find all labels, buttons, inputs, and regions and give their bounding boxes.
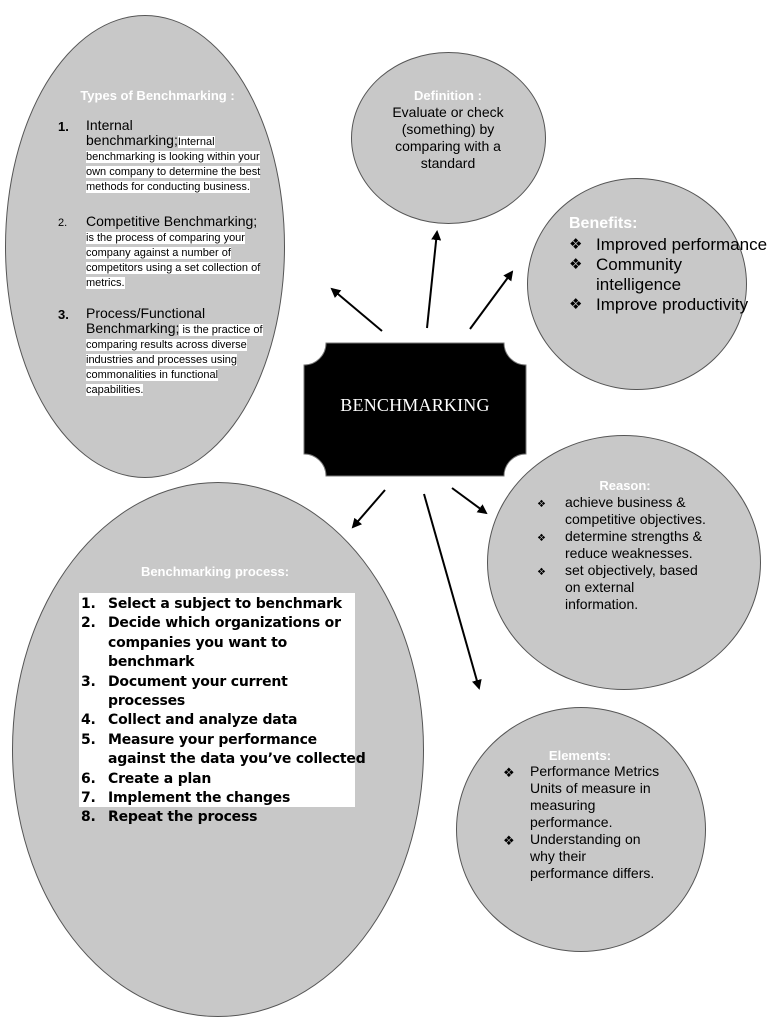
types-list bbox=[58, 118, 263, 415]
process-list bbox=[79, 595, 369, 828]
diamond-bullet-icon: ❖ bbox=[503, 765, 515, 780]
types-item-number: 1. bbox=[58, 119, 69, 134]
process-step-text: Collect and analyze data bbox=[108, 712, 298, 729]
center-label: BENCHMARKING bbox=[340, 395, 490, 415]
process-step bbox=[79, 595, 369, 614]
process-step-text: Decide which organizations or companies you want to benchmark bbox=[108, 615, 341, 671]
reason-list bbox=[537, 494, 707, 613]
process-step-number: 1. bbox=[81, 596, 96, 612]
reason-item-text: determine strengths & reduce weaknesses. bbox=[565, 528, 702, 561]
types-item-desc: Internal benchmarking is looking within your own company to determine the best methods for conducting business. bbox=[86, 136, 261, 193]
diamond-bullet-icon: ❖ bbox=[569, 296, 583, 313]
arrow-to-elements bbox=[424, 494, 479, 688]
process-step-number: 6. bbox=[81, 770, 96, 787]
process-step-text: Repeat the process bbox=[108, 809, 258, 826]
process-step-text: Select a subject to benchmark bbox=[108, 596, 342, 612]
benefits-item-text: Improve productivity bbox=[596, 295, 749, 314]
definition-title: Definition : bbox=[414, 88, 482, 103]
reason-item bbox=[537, 494, 707, 528]
process-step bbox=[79, 614, 369, 672]
process-step-number: 5. bbox=[81, 731, 96, 748]
process-step-number: 4. bbox=[81, 712, 96, 729]
diamond-bullet-icon: ❖ bbox=[503, 833, 515, 848]
types-item-number: 2. bbox=[58, 217, 68, 229]
arrow-to-benefits bbox=[470, 272, 512, 329]
process-step bbox=[79, 770, 369, 789]
benefits-item bbox=[569, 295, 768, 315]
elements-item bbox=[503, 763, 663, 831]
process-step bbox=[79, 711, 369, 730]
types-item-head: Competitive Benchmarking; bbox=[86, 213, 258, 229]
diamond-bullet-icon: ❖ bbox=[537, 567, 546, 578]
elements-item-text: Understanding on why their performance differs. bbox=[530, 831, 655, 881]
arrow-to-reason bbox=[452, 488, 486, 513]
elements-item bbox=[503, 831, 663, 882]
benefits-list bbox=[569, 235, 768, 315]
process-step bbox=[79, 673, 369, 712]
process-step bbox=[79, 808, 369, 827]
benefits-title: Benefits: bbox=[569, 215, 638, 232]
definition-text: Evaluate or check (something) by comparing with a standard bbox=[392, 104, 504, 171]
types-item bbox=[58, 214, 263, 290]
arrow-to-process bbox=[353, 490, 385, 527]
benefits-item-text: Improved performance bbox=[596, 235, 768, 254]
diamond-bullet-icon: ❖ bbox=[537, 499, 546, 510]
process-step bbox=[79, 731, 369, 770]
reason-item bbox=[537, 562, 707, 613]
types-title: Types of Benchmarking : bbox=[80, 88, 235, 103]
elements-list bbox=[503, 763, 663, 882]
process-title: Benchmarking process: bbox=[140, 564, 290, 579]
diamond-bullet-icon: ❖ bbox=[569, 256, 583, 273]
reason-item bbox=[537, 528, 707, 562]
types-item bbox=[58, 306, 263, 397]
process-step-text: Document your current processes bbox=[108, 673, 288, 710]
arrow-to-definition bbox=[427, 232, 437, 328]
types-item-number: 3. bbox=[58, 307, 69, 322]
arrow-to-types bbox=[332, 289, 382, 331]
reason-item-text: achieve business & competitive objectives. bbox=[565, 494, 706, 527]
benefits-item-text: Community intelligence bbox=[596, 255, 682, 294]
process-step-text: Implement the changes bbox=[108, 790, 291, 807]
process-step-number: 3. bbox=[81, 673, 96, 690]
types-item-desc: is the process of comparing your company against a number of competitors using a set collection of metrics. bbox=[86, 232, 261, 289]
types-item bbox=[58, 118, 263, 194]
elements-item-text: Performance Metrics Units of measure in measuring performance. bbox=[530, 763, 660, 830]
types-item-head: Process/Functional Benchmarking; bbox=[86, 305, 206, 336]
elements-title: Elements: bbox=[548, 748, 612, 763]
process-step-number: 8. bbox=[81, 809, 96, 826]
types-item-head: Internal benchmarking; bbox=[86, 117, 178, 148]
reason-item-text: set objectively, based on external information. bbox=[565, 562, 698, 612]
types-item-desc: is the practice of comparing results across diverse industries and processes using commonalities in functional capabilities. bbox=[86, 324, 263, 396]
process-step bbox=[79, 789, 369, 808]
diamond-bullet-icon: ❖ bbox=[537, 533, 546, 544]
reason-title: Reason: bbox=[599, 478, 651, 493]
process-step-text: Create a plan bbox=[108, 770, 212, 787]
benefits-item bbox=[569, 235, 768, 255]
process-step-number: 2. bbox=[81, 615, 96, 632]
process-step-number: 7. bbox=[81, 790, 96, 807]
diamond-bullet-icon: ❖ bbox=[569, 236, 583, 253]
benefits-item bbox=[569, 255, 768, 295]
process-step-text: Measure your performance against the data you’ve collected bbox=[108, 731, 366, 768]
